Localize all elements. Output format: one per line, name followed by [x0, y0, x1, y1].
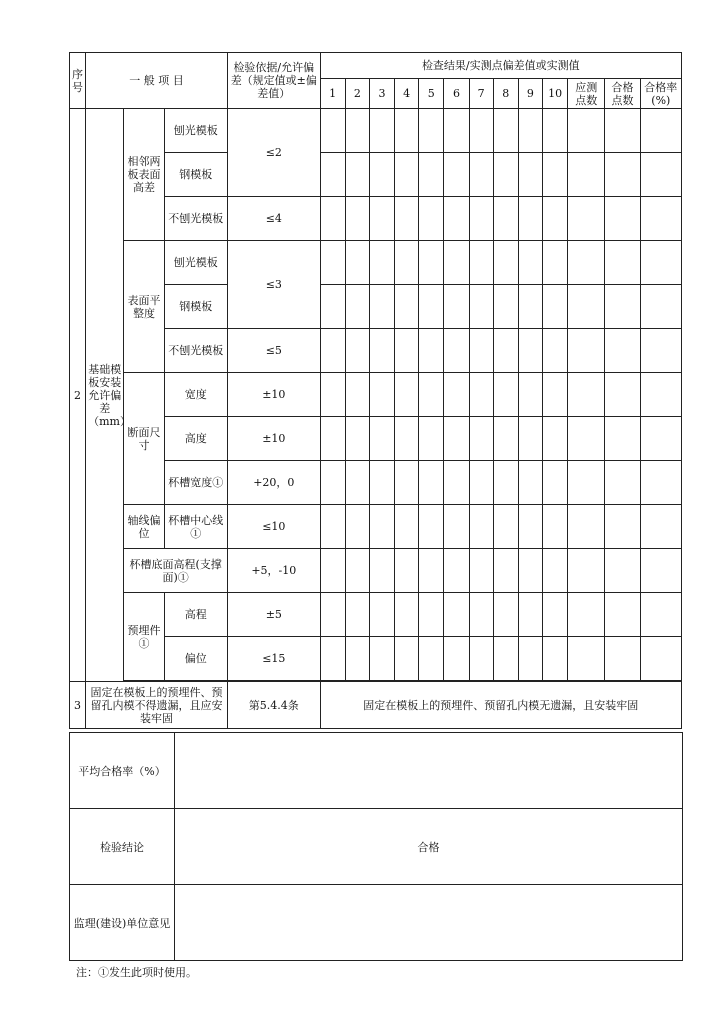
cell[interactable]: [444, 241, 469, 285]
cell[interactable]: [320, 285, 345, 329]
group-axis: 轴线偏位: [124, 505, 164, 549]
footnote: 注：①发生此项时使用。: [76, 966, 197, 979]
section3-basis: 第5.4.4条: [228, 682, 321, 729]
item-e2: 偏位: [164, 637, 227, 681]
item-s3: 杯槽宽度①: [164, 461, 227, 505]
cell[interactable]: [419, 637, 444, 681]
cell[interactable]: [543, 153, 568, 197]
cell[interactable]: [444, 197, 469, 241]
cell[interactable]: [605, 197, 640, 241]
cell[interactable]: [568, 461, 605, 505]
section2-title: 基础模板安装允许偏差（mm）: [86, 109, 124, 682]
cell[interactable]: [518, 329, 542, 373]
cell[interactable]: [395, 373, 419, 417]
cell[interactable]: [369, 329, 394, 373]
cell[interactable]: [369, 285, 394, 329]
tol-ax: ≤10: [228, 505, 321, 549]
tol-a1: ≤2: [228, 109, 321, 197]
cell[interactable]: [493, 285, 518, 329]
item-cup: 杯槽底面高程(支撑面)①: [124, 549, 228, 593]
cell[interactable]: [395, 285, 419, 329]
cell[interactable]: [345, 153, 369, 197]
cell[interactable]: [444, 109, 469, 153]
cell[interactable]: [640, 593, 681, 637]
point-9: 9: [518, 79, 542, 109]
item-ax: 杯槽中心线①: [164, 505, 227, 549]
tol-cup: +5，-10: [228, 549, 321, 593]
cell[interactable]: [568, 549, 605, 593]
cell[interactable]: [605, 329, 640, 373]
item-f1: 刨光模板: [164, 241, 227, 285]
header-general-item: 一 般 项 目: [86, 53, 228, 109]
cell[interactable]: [345, 549, 369, 593]
cell[interactable]: [419, 109, 444, 153]
item-s2: 高度: [164, 417, 227, 461]
cell[interactable]: [345, 197, 369, 241]
cell[interactable]: [320, 637, 345, 681]
cell[interactable]: [640, 637, 681, 681]
cell[interactable]: [419, 329, 444, 373]
tol-e2: ≤15: [228, 637, 321, 681]
cell[interactable]: [444, 637, 469, 681]
cell[interactable]: [568, 109, 605, 153]
cell[interactable]: [605, 593, 640, 637]
cell[interactable]: [395, 197, 419, 241]
cell[interactable]: [605, 637, 640, 681]
cell[interactable]: [518, 153, 542, 197]
cell[interactable]: [345, 109, 369, 153]
tol-a3: ≤4: [228, 197, 321, 241]
cell[interactable]: [469, 285, 493, 329]
cell[interactable]: [640, 241, 681, 285]
cell[interactable]: [493, 461, 518, 505]
cell[interactable]: [469, 197, 493, 241]
item-s1: 宽度: [164, 373, 227, 417]
cell[interactable]: [320, 417, 345, 461]
cell[interactable]: [419, 197, 444, 241]
cell[interactable]: [320, 505, 345, 549]
cell[interactable]: [605, 241, 640, 285]
cell[interactable]: [469, 549, 493, 593]
conclusion-value[interactable]: 合格: [175, 809, 683, 885]
cell[interactable]: [493, 549, 518, 593]
cell[interactable]: [640, 197, 681, 241]
cell[interactable]: [543, 637, 568, 681]
cell[interactable]: [518, 417, 542, 461]
cell[interactable]: [345, 285, 369, 329]
cell[interactable]: [395, 593, 419, 637]
cell[interactable]: [518, 549, 542, 593]
header-seq: 序号: [70, 53, 86, 109]
section2-seq: 2: [70, 109, 86, 682]
cell[interactable]: [469, 373, 493, 417]
cell[interactable]: [419, 373, 444, 417]
cell[interactable]: [518, 461, 542, 505]
cell[interactable]: [469, 461, 493, 505]
group-flatness: 表面平整度: [124, 241, 164, 373]
cell[interactable]: [605, 417, 640, 461]
cell[interactable]: [543, 329, 568, 373]
point-8: 8: [493, 79, 518, 109]
cell[interactable]: [444, 549, 469, 593]
cell[interactable]: [543, 417, 568, 461]
cell[interactable]: [640, 109, 681, 153]
cell[interactable]: [444, 461, 469, 505]
point-6: 6: [444, 79, 469, 109]
tol-s1: ±10: [228, 373, 321, 417]
cell[interactable]: [345, 241, 369, 285]
section3-result: 固定在模板上的预埋件、预留孔内模无遗漏，且安装牢固: [320, 682, 681, 729]
cell[interactable]: [640, 373, 681, 417]
cell[interactable]: [493, 153, 518, 197]
header-qualified: 合格点数: [605, 79, 640, 109]
cell[interactable]: [469, 417, 493, 461]
cell[interactable]: [419, 417, 444, 461]
supervisor-value[interactable]: [175, 885, 683, 961]
cell[interactable]: [640, 505, 681, 549]
cell[interactable]: [444, 505, 469, 549]
cell[interactable]: [444, 285, 469, 329]
cell[interactable]: [395, 109, 419, 153]
cell[interactable]: [568, 241, 605, 285]
cell[interactable]: [320, 461, 345, 505]
group-section: 断面尺寸: [124, 373, 164, 505]
cell[interactable]: [518, 637, 542, 681]
cell[interactable]: [640, 417, 681, 461]
cell[interactable]: [518, 505, 542, 549]
cell[interactable]: [543, 549, 568, 593]
cell[interactable]: [345, 637, 369, 681]
tol-e1: ±5: [228, 593, 321, 637]
tol-f1: ≤3: [228, 241, 321, 329]
cell[interactable]: [469, 241, 493, 285]
cell[interactable]: [345, 505, 369, 549]
cell[interactable]: [469, 153, 493, 197]
cell[interactable]: [605, 285, 640, 329]
item-e1: 高程: [164, 593, 227, 637]
cell[interactable]: [369, 197, 394, 241]
cell[interactable]: [493, 637, 518, 681]
cell[interactable]: [568, 153, 605, 197]
cell[interactable]: [469, 505, 493, 549]
cell[interactable]: [395, 505, 419, 549]
cell[interactable]: [568, 329, 605, 373]
cell[interactable]: [369, 637, 394, 681]
cell[interactable]: [320, 197, 345, 241]
tol-f3: ≤5: [228, 329, 321, 373]
cell[interactable]: [568, 373, 605, 417]
point-2: 2: [345, 79, 369, 109]
cell[interactable]: [395, 549, 419, 593]
cell[interactable]: [640, 329, 681, 373]
cell[interactable]: [369, 373, 394, 417]
cell[interactable]: [543, 197, 568, 241]
cell[interactable]: [518, 241, 542, 285]
tol-s2: ±10: [228, 417, 321, 461]
cell[interactable]: [518, 285, 542, 329]
cell[interactable]: [493, 109, 518, 153]
cell[interactable]: [345, 373, 369, 417]
cell[interactable]: [640, 461, 681, 505]
point-10: 10: [543, 79, 568, 109]
cell[interactable]: [493, 329, 518, 373]
item-f3: 不刨光模板: [164, 329, 227, 373]
header-results: 检查结果/实测点偏差值或实测值: [320, 53, 681, 79]
cell[interactable]: [345, 329, 369, 373]
cell[interactable]: [469, 637, 493, 681]
cell[interactable]: [543, 241, 568, 285]
group-adjacent: 相邻两板表面高差: [124, 109, 164, 241]
cell[interactable]: [320, 241, 345, 285]
cell[interactable]: [444, 417, 469, 461]
header-rate: 合格率(%): [640, 79, 681, 109]
cell[interactable]: [605, 549, 640, 593]
cell[interactable]: [493, 417, 518, 461]
cell[interactable]: [320, 109, 345, 153]
cell[interactable]: [444, 153, 469, 197]
cell[interactable]: [493, 241, 518, 285]
cell[interactable]: [568, 593, 605, 637]
cell[interactable]: [469, 109, 493, 153]
cell[interactable]: [493, 373, 518, 417]
cell[interactable]: [395, 637, 419, 681]
cell[interactable]: [444, 593, 469, 637]
cell[interactable]: [568, 417, 605, 461]
point-3: 3: [369, 79, 394, 109]
cell[interactable]: [320, 593, 345, 637]
item-a2: 钢模板: [164, 153, 227, 197]
cell[interactable]: [369, 109, 394, 153]
cell[interactable]: [568, 197, 605, 241]
cell[interactable]: [419, 505, 444, 549]
point-7: 7: [469, 79, 493, 109]
cell[interactable]: [395, 241, 419, 285]
cell[interactable]: [419, 461, 444, 505]
cell[interactable]: [345, 461, 369, 505]
cell[interactable]: [419, 153, 444, 197]
inspection-table: [69, 52, 682, 729]
cell[interactable]: [419, 285, 444, 329]
cell[interactable]: [543, 373, 568, 417]
cell[interactable]: [605, 153, 640, 197]
item-a1: 刨光模板: [164, 109, 227, 153]
point-5: 5: [419, 79, 444, 109]
cell[interactable]: [369, 153, 394, 197]
cell[interactable]: [605, 109, 640, 153]
cell[interactable]: [419, 593, 444, 637]
cell[interactable]: [419, 241, 444, 285]
cell[interactable]: [469, 593, 493, 637]
supervisor-label: 监理(建设)单位意见: [70, 885, 175, 961]
item-f2: 钢模板: [164, 285, 227, 329]
cell[interactable]: [543, 109, 568, 153]
cell[interactable]: [369, 241, 394, 285]
cell[interactable]: [444, 373, 469, 417]
cell[interactable]: [568, 637, 605, 681]
section3-item: 固定在模板上的预埋件、预留孔内模不得遗漏，且应安装牢固: [86, 682, 228, 729]
item-a3: 不刨光模板: [164, 197, 227, 241]
cell[interactable]: [320, 153, 345, 197]
cell[interactable]: [395, 329, 419, 373]
point-1: 1: [320, 79, 345, 109]
avg-value[interactable]: [175, 733, 683, 809]
cell[interactable]: [369, 461, 394, 505]
cell[interactable]: [444, 329, 469, 373]
cell[interactable]: [543, 285, 568, 329]
cell[interactable]: [518, 197, 542, 241]
cell[interactable]: [493, 197, 518, 241]
header-basis: 检验依据/允许偏差（规定值或±偏差值）: [228, 53, 321, 109]
cell[interactable]: [493, 593, 518, 637]
cell[interactable]: [543, 461, 568, 505]
cell[interactable]: [395, 417, 419, 461]
cell[interactable]: [369, 505, 394, 549]
cell[interactable]: [605, 373, 640, 417]
cell[interactable]: [369, 417, 394, 461]
conclusion-label: 检验结论: [70, 809, 175, 885]
cell[interactable]: [395, 461, 419, 505]
cell[interactable]: [640, 153, 681, 197]
cell[interactable]: [640, 549, 681, 593]
cell[interactable]: [568, 505, 605, 549]
signature-table: [69, 732, 683, 961]
cell[interactable]: [543, 505, 568, 549]
cell[interactable]: [469, 329, 493, 373]
tol-s3: +20，0: [228, 461, 321, 505]
cell[interactable]: [518, 373, 542, 417]
cell[interactable]: [369, 593, 394, 637]
group-embedded: 预埋件①: [124, 593, 164, 681]
cell[interactable]: [493, 505, 518, 549]
avg-label: 平均合格率（%）: [70, 733, 175, 809]
cell[interactable]: [543, 593, 568, 637]
cell[interactable]: [605, 461, 640, 505]
cell[interactable]: [605, 505, 640, 549]
cell[interactable]: [320, 549, 345, 593]
cell[interactable]: [419, 549, 444, 593]
cell[interactable]: [395, 153, 419, 197]
point-4: 4: [395, 79, 419, 109]
section3-seq: 3: [70, 682, 86, 729]
cell[interactable]: [345, 593, 369, 637]
cell[interactable]: [568, 285, 605, 329]
cell[interactable]: [369, 549, 394, 593]
cell[interactable]: [320, 329, 345, 373]
cell[interactable]: [518, 109, 542, 153]
cell[interactable]: [518, 593, 542, 637]
cell[interactable]: [345, 417, 369, 461]
cell[interactable]: [640, 285, 681, 329]
header-should-measure: 应测点数: [568, 79, 605, 109]
cell[interactable]: [320, 373, 345, 417]
